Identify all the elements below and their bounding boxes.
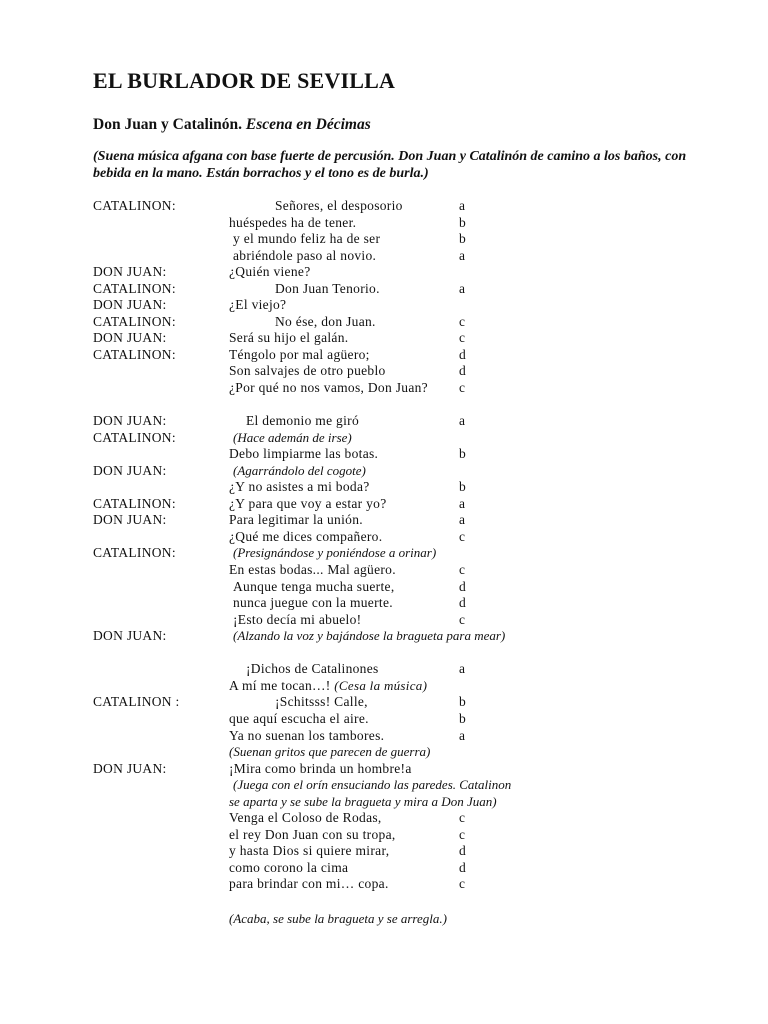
verse-text xyxy=(229,860,348,877)
rhyme-scheme-letter: a xyxy=(459,495,465,511)
blank-line xyxy=(0,397,768,414)
rhyme-scheme-letter: c xyxy=(459,330,465,346)
speaker-name: DON JUAN: xyxy=(93,330,167,346)
verse-text xyxy=(233,612,361,629)
verse-line: y hasta Dios si quiere mirar, xyxy=(229,843,390,859)
speaker-name: DON JUAN: xyxy=(93,413,167,429)
rhyme-scheme-letter: c xyxy=(459,611,465,627)
script-line xyxy=(0,860,768,877)
rhyme-scheme-letter: d xyxy=(459,578,466,594)
rhyme-scheme-letter: c xyxy=(459,810,465,826)
verse-line: Don Juan Tenorio. xyxy=(275,280,380,296)
verse-text xyxy=(275,281,380,298)
verse-line: El demonio me giró xyxy=(246,413,360,429)
script-line xyxy=(0,347,768,364)
verse-line: ¿Quién viene? xyxy=(229,264,311,280)
script-line xyxy=(0,694,768,711)
speaker-name: CATALINON: xyxy=(93,495,176,511)
verse-text xyxy=(229,678,427,695)
verse-line: ¿Y no asistes a mi boda? xyxy=(229,479,370,495)
verse-line: Aunque tenga mucha suerte, xyxy=(233,578,395,594)
stage-direction-text: (Hace ademán de irse) xyxy=(233,429,352,445)
scene-subtitle xyxy=(93,116,371,134)
verse-line: Venga el Coloso de Rodas, xyxy=(229,810,382,826)
rhyme-scheme-letter: c xyxy=(459,826,465,842)
script-line xyxy=(0,248,768,265)
stage-direction-text: (Agarrándolo del cogote) xyxy=(233,462,366,478)
script-line xyxy=(0,281,768,298)
verse-line: huéspedes ha de tener. xyxy=(229,214,357,230)
script-line xyxy=(0,446,768,463)
script-line xyxy=(0,231,768,248)
verse-line: para brindar con mi… copa. xyxy=(229,876,389,892)
script-line xyxy=(0,198,768,215)
script-line xyxy=(0,380,768,397)
script-line xyxy=(0,678,768,695)
stage-direction-text: (Presignándose y poniéndose a orinar) xyxy=(233,545,437,561)
rhyme-scheme-letter: a xyxy=(459,727,465,743)
script-line xyxy=(0,728,768,745)
rhyme-scheme-letter: a xyxy=(459,413,465,429)
verse-line: Señores, el desposorio xyxy=(275,198,403,213)
script-line xyxy=(0,843,768,860)
closing-stage-direction: (Acaba, se sube la bragueta y se arregla.) xyxy=(229,911,447,926)
script-line xyxy=(0,628,768,645)
rhyme-scheme-letter: b xyxy=(459,446,466,462)
rhyme-scheme-letter: a xyxy=(459,198,465,213)
rhyme-scheme-letter: a xyxy=(459,512,465,528)
stage-direction-text: (Alzando la voz y bajándose la bragueta para mear) xyxy=(233,628,506,644)
rhyme-scheme-letter: d xyxy=(459,859,466,875)
verse-text xyxy=(229,827,396,844)
rhyme-scheme-letter: c xyxy=(459,876,465,892)
speaker-name: CATALINON: xyxy=(93,198,176,213)
rhyme-scheme-letter: d xyxy=(459,595,466,611)
verse-line: Téngolo por mal agüero; xyxy=(229,346,370,362)
verse-text xyxy=(275,314,376,331)
script-line xyxy=(0,430,768,447)
script-line xyxy=(0,711,768,728)
script-line xyxy=(0,297,768,314)
verse-text xyxy=(229,810,382,827)
verse-text xyxy=(246,661,379,678)
inline-stage-direction: (Cesa la música) xyxy=(334,677,428,693)
script-line xyxy=(0,545,768,562)
speaker-name: DON JUAN: xyxy=(93,462,167,478)
rhyme-scheme-letter: b xyxy=(459,479,466,495)
rhyme-scheme-letter: a xyxy=(459,247,465,263)
script-line xyxy=(0,529,768,546)
rhyme-scheme-letter: c xyxy=(459,528,465,544)
verse-line: ¿Y para que voy a estar yo? xyxy=(229,495,387,511)
speaker-name: CATALINON: xyxy=(93,313,176,329)
stage-direction xyxy=(233,628,505,645)
script-line xyxy=(0,496,768,513)
script-line xyxy=(0,413,768,430)
verse-text xyxy=(229,562,396,579)
script-line xyxy=(0,661,768,678)
rhyme-scheme-letter: a xyxy=(459,280,465,296)
verse-line: Debo limpiarme las botas. xyxy=(229,446,379,462)
verse-text xyxy=(275,694,368,711)
script-line xyxy=(0,761,768,778)
verse-line: Ya no suenan los tambores. xyxy=(229,727,385,743)
verse-line: el rey Don Juan con su tropa, xyxy=(229,826,396,842)
script-line xyxy=(0,363,768,380)
rhyme-scheme-letter: b xyxy=(459,231,466,247)
script-line xyxy=(0,876,768,893)
verse-text xyxy=(229,264,311,281)
speaker-name: CATALINON: xyxy=(93,346,176,362)
verse-text xyxy=(246,413,359,430)
stage-direction xyxy=(233,545,436,562)
script-line xyxy=(0,612,768,629)
script-line xyxy=(0,215,768,232)
script-line xyxy=(0,777,768,794)
verse-text xyxy=(233,248,376,265)
speaker-name: CATALINON : xyxy=(93,694,180,710)
script-line xyxy=(0,579,768,596)
opening-stage-direction: (Suena música afgana con base fuerte de percusión. Don Juan y Catalinón de camino a los baños, con bebida en la mano. Están borrachos y el tono es de burla.) xyxy=(93,149,687,181)
verse-line: como corono la cima xyxy=(229,859,349,875)
verse-line: Será su hijo el galán. xyxy=(229,330,349,346)
verse-text xyxy=(229,479,370,496)
script-line xyxy=(0,794,768,811)
verse-text xyxy=(229,529,382,546)
rhyme-scheme-letter: d xyxy=(459,843,466,859)
rhyme-scheme-letter: d xyxy=(459,363,466,379)
verse-text xyxy=(233,231,380,248)
verse-text xyxy=(229,446,378,463)
stage-direction-text: (Suenan gritos que parecen de guerra) xyxy=(229,744,431,760)
verse-text xyxy=(229,297,286,314)
verse-line: ¡Dichos de Catalinones xyxy=(246,661,379,677)
stage-direction-text: (Juega con el orín ensuciando las paredes. Catalinon xyxy=(233,777,512,793)
verse-text xyxy=(229,512,363,529)
verse-text xyxy=(229,711,369,728)
verse-text xyxy=(229,215,356,232)
verse-text xyxy=(229,363,386,380)
speaker-name: DON JUAN: xyxy=(93,297,167,313)
script-dialogue xyxy=(0,198,768,893)
blank-line xyxy=(0,645,768,662)
speaker-name: CATALINON: xyxy=(93,280,176,296)
verse-line: A mí me tocan…! xyxy=(229,677,331,693)
verse-text xyxy=(233,595,393,612)
stage-direction-text: se aparta y se sube la bragueta y mira a Don Juan) xyxy=(229,793,497,809)
speaker-name: DON JUAN: xyxy=(93,512,167,528)
verse-line: ¡Schitsss! Calle, xyxy=(275,694,368,710)
rhyme-scheme-letter: c xyxy=(459,562,465,578)
rhyme-scheme-letter: c xyxy=(459,380,465,396)
document-title: EL BURLADOR DE SEVILLA xyxy=(93,68,396,93)
speaker-name: DON JUAN: xyxy=(93,264,167,280)
stage-direction xyxy=(233,463,366,480)
verse-text xyxy=(229,347,370,364)
verse-text xyxy=(229,761,412,778)
verse-line: Son salvajes de otro pueblo xyxy=(229,363,386,379)
verse-text xyxy=(229,330,348,347)
speaker-name: DON JUAN: xyxy=(93,760,167,776)
stage-direction xyxy=(229,744,430,761)
script-line xyxy=(0,314,768,331)
scene-characters: Don Juan y Catalinón. xyxy=(93,116,243,133)
verse-line: ¿El viejo? xyxy=(229,297,287,313)
script-line xyxy=(0,562,768,579)
scene-form: Escena en Décimas xyxy=(245,116,371,133)
speaker-name: CATALINON: xyxy=(93,545,176,561)
verse-text xyxy=(229,496,387,513)
verse-line: y el mundo feliz ha de ser xyxy=(233,231,381,247)
verse-line: ¿Qué me dices compañero. xyxy=(229,528,383,544)
rhyme-scheme-letter: c xyxy=(459,313,465,329)
verse-line: En estas bodas... Mal agüero. xyxy=(229,562,396,578)
verse-line: que aquí escucha el aire. xyxy=(229,710,369,726)
verse-line: ¡Esto decía mi abuelo! xyxy=(233,611,362,627)
verse-line: abriéndole paso al novio. xyxy=(233,247,377,263)
script-line xyxy=(0,595,768,612)
verse-line: Para legitimar la unión. xyxy=(229,512,363,528)
rhyme-scheme-letter: d xyxy=(459,346,466,362)
verse-line: ¡Mira como brinda un hombre!a xyxy=(229,760,412,776)
speaker-name: DON JUAN: xyxy=(93,628,167,644)
script-line xyxy=(0,827,768,844)
verse-text xyxy=(229,843,389,860)
script-line xyxy=(0,512,768,529)
speaker-name: CATALINON: xyxy=(93,429,176,445)
rhyme-scheme-letter: a xyxy=(459,661,465,677)
verse-line: nunca juegue con la muerte. xyxy=(233,595,393,611)
rhyme-scheme-letter: b xyxy=(459,710,466,726)
stage-direction xyxy=(233,777,511,794)
rhyme-scheme-letter: b xyxy=(459,694,466,710)
verse-text xyxy=(233,579,395,596)
script-line xyxy=(0,810,768,827)
script-line xyxy=(0,744,768,761)
stage-direction xyxy=(233,430,352,447)
script-line xyxy=(0,463,768,480)
script-line xyxy=(0,479,768,496)
rhyme-scheme-letter: b xyxy=(459,214,466,230)
verse-text xyxy=(229,380,428,397)
script-line xyxy=(0,264,768,281)
verse-line: ¿Por qué no nos vamos, Don Juan? xyxy=(229,380,428,396)
stage-direction xyxy=(229,794,497,811)
verse-text xyxy=(229,876,389,893)
verse-text xyxy=(229,728,384,745)
verse-text xyxy=(275,198,403,215)
verse-line: No ése, don Juan. xyxy=(275,313,376,329)
script-line xyxy=(0,330,768,347)
